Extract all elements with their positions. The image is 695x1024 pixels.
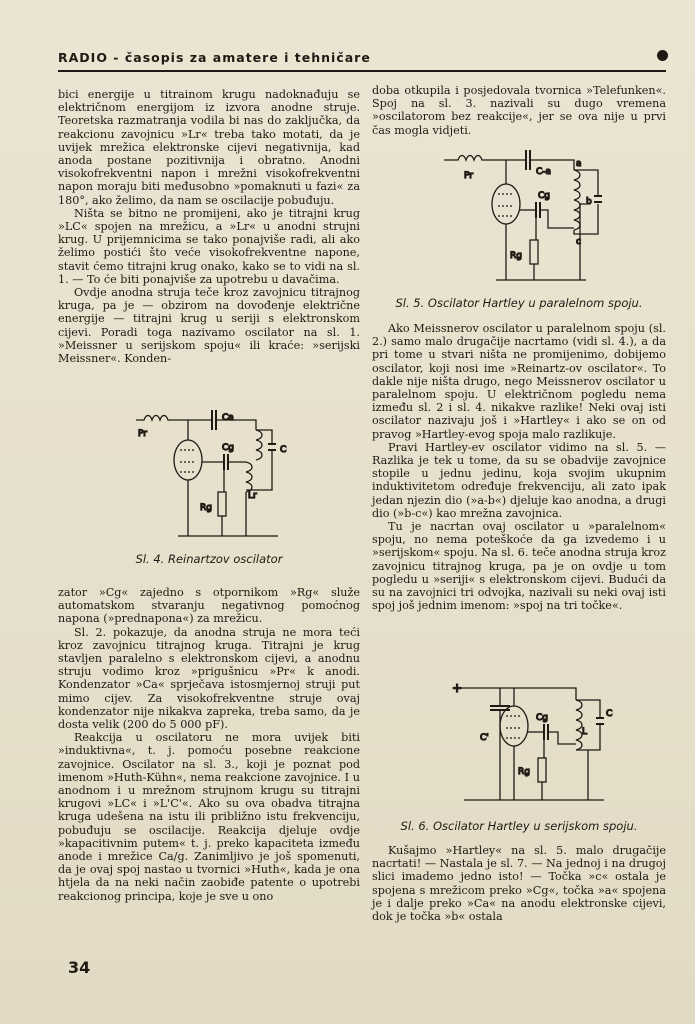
paragraph: Tu je nacrtan ovaj oscilator u »paralelnom« spoju, no nema poteškoće da ga izvedemo i u »serijskom« spoju. Na sl. 6. teče anodna struja kroz zavojnicu titrajnog kruga, pa je on ovdje u tom pogledu u »seriji« s elektronskom cijevi. Budući da su na zavojnici tri odvojka, nazivali su neki ovaj isti spoj još jednim imenom: »spoj na tri točke«.	[372, 520, 666, 613]
figure-6-circuit	[450, 676, 618, 812]
fig6-label-cprime: C'	[480, 733, 489, 743]
fig5-label-b: b	[586, 197, 592, 207]
fig6-label-rg: Rg	[518, 767, 530, 777]
fig4-label-lr: Lr	[248, 491, 257, 501]
right-column-top	[372, 84, 666, 137]
fig6-label-c: C	[606, 709, 613, 719]
left-column-top	[58, 88, 360, 365]
fig5-label-c: c	[576, 237, 581, 247]
paragraph: Sl. 2. pokazuje, da anodna struja ne mora teći kroz zavojnicu titrajnog kruga. Titrajni je krug stavljen paralelno s elektronskom cijevi, a anodnu struju vodimo kroz »prigušnicu »Pr« k anodi. Kondenzator »Ca« sprječava istosmjernoj struji put mimo cijev. Za visokofrekventne struje ovaj kondenzator nije nikakva zapreka, treba samo, da je dosta velik (200 do 5 000 pF).	[58, 625, 360, 732]
fig5-label-cg: Cg	[538, 191, 550, 201]
paragraph: Kušajmo »Hartley« na sl. 5. malo drugačije nacrtati! — Nastala je sl. 7. — Na jednoj i na drugoj slici imademo jedno isto! — Točka »c« ostala je spojena s mrežicom preko »Cg«, točka »a« spojena je i dalje preko »Ca« na anodu elektronske cijevi, dok je točka »b« ostala	[372, 844, 666, 924]
paragraph: Ako Meissnerov oscilator u paralelnom spoju (sl. 2.) samo malo drugačije nacrtamo (vidi sl. 4.), a da pri tome u stvari ništa ne promijenimo, dobijemo oscilator, koji nosi ime »Reinartz-ov oscilator«. To dakle nije ništa drugo, nego Meissnerov oscilator u paralelnom spoju. U električnom pogledu nema između sl. 2 i sl. 4. nikakve razlike! Neki ovaj isti oscilator nazivaju još i »Hartley« i ako se on od pravog »Hartley-evog spoja malo razlikuje.	[372, 322, 666, 441]
right-column-bottom	[372, 844, 666, 923]
header-title: RADIO - časopis za amatere i tehničare	[58, 50, 371, 65]
fig4-label-rg: Rg	[200, 503, 212, 513]
figure-4-circuit	[118, 398, 306, 546]
fig5-label-ca: C-a	[536, 167, 552, 177]
header-dot	[657, 50, 668, 61]
fig4-label-c: C	[280, 445, 287, 455]
paragraph: Ništa se bitno ne promijeni, ako je titrajni krug »LC« spojen na mrežicu, a »Lr« u anodni strujni krug. U prijemnicima se tako ponajviše radi, ali ako želimo postići što veće visokofrekventne napone, stavit ćemo titrajni krug onako, kako se to vidi na sl. 1. — To će biti ponajviše za upotrebu u davačima.	[58, 206, 360, 286]
fig4-label-ca: Ca	[222, 413, 234, 423]
paragraph: doba otkupila i posjedovala tvornica »Telefunken«. Spoj na sl. 3. nazivali su dugo vremena »oscilatorom bez reakcije«, jer se ova nije u prvi čas mogla vidjeti.	[372, 84, 666, 137]
fig4-label-pr: Pr	[138, 429, 147, 439]
paragraph: zator »Cg« zajedno s otpornikom »Rg« služe automatskom stvaranju negativnog pomoćnog napona (»prednapona«) za mrežicu.	[58, 586, 360, 626]
paragraph: Ovdje anodna struja teče kroz zavojnicu titrajnog kruga, pa je — obzirom na dovođenje električne energije — titrajni krug u seriji s elektronskom cijevi. Poradi toga nazivamo oscilator na sl. 1. »Meissner u serijskom spoju« ili kraće: »serijski Meissner«. Konden-	[58, 286, 360, 366]
fig5-label-pr: Pr	[464, 171, 473, 181]
paragraph: bici energije u titrainom krugu nadoknađuju se električnom energijom iz izvora anodne struje. Teoretska razmatranja vodila bi nas do zaključka, da reakcionu zavojnicu »Lr« treba tako motati, da je uvijek mrežica elektronske cijevi negativnija, kad anoda postane pozitivnija i obratno. Anodni visokofrekventni napon i mrežni visokofrekventni napon moraju biti međusobno »pomaknuti u fazi« za 180°, ako želimo, da nam se oscilacije pobuđuju.	[58, 88, 360, 207]
figure-5-circuit	[440, 146, 610, 290]
paragraph: Reakcija u oscilatoru ne mora uvijek biti »induktivna«, t. j. pomoću posebne reakcione zavojnice. Oscilator na sl. 3., koji je poznat pod imenom »Huth-Kühn«, nema reakcione zavojnice. I u anodnom i u mrežnom strujnom krugu su titrajni krugovi »LC« i »L'C'«. Ako su ova obadva titrajna kruga udešena na istu ili približno istu frekvenciju, pobuđuju se oscilacije. Reakcija djeluje ovdje »kapacitivnim putem« t. j. preko kapaciteta između anode i mrežice Ca/g. Zanimljivo je još spomenuti, da je ovaj spoj nastao u tvornici »Huth«, kada je ona htjela da na neki način zaobiđe patente o upotrebi reakcionog principa, koje je sve u ono	[58, 731, 360, 903]
figure-5-caption: Sl. 5. Oscilator Hartley u paralelnom spoju.	[395, 296, 643, 310]
figure-6-caption: Sl. 6. Oscilator Hartley u serijskom spoju.	[400, 819, 638, 833]
fig5-label-rg: Rg	[510, 251, 522, 261]
left-column-bottom	[58, 586, 360, 903]
figure-4-caption: Sl. 4. Reinartzov oscilator	[135, 552, 283, 566]
fig5-label-a: a	[576, 159, 582, 169]
fig6-label-l: L	[582, 727, 588, 737]
fig6-label-plus: +	[452, 681, 463, 695]
fig6-label-cg: Cg	[536, 713, 548, 723]
paragraph: Pravi Hartley-ev oscilator vidimo na sl. 5. — Razlika je tek u tome, da su se obadvije zavojnice stopile u jednu jedinu, koja svojim ukupnim induktivitetom određuje frekvenciju, ali zato ipak jedan njezin dio (»a-b«) djeluje kao anodna, a drugi dio (»b-c«) kao mrežna zavojnica.	[372, 440, 666, 520]
page-number: 34	[68, 958, 91, 977]
page-header	[58, 50, 666, 72]
right-column-middle	[372, 322, 666, 612]
fig4-label-cg: Cg	[222, 443, 234, 453]
